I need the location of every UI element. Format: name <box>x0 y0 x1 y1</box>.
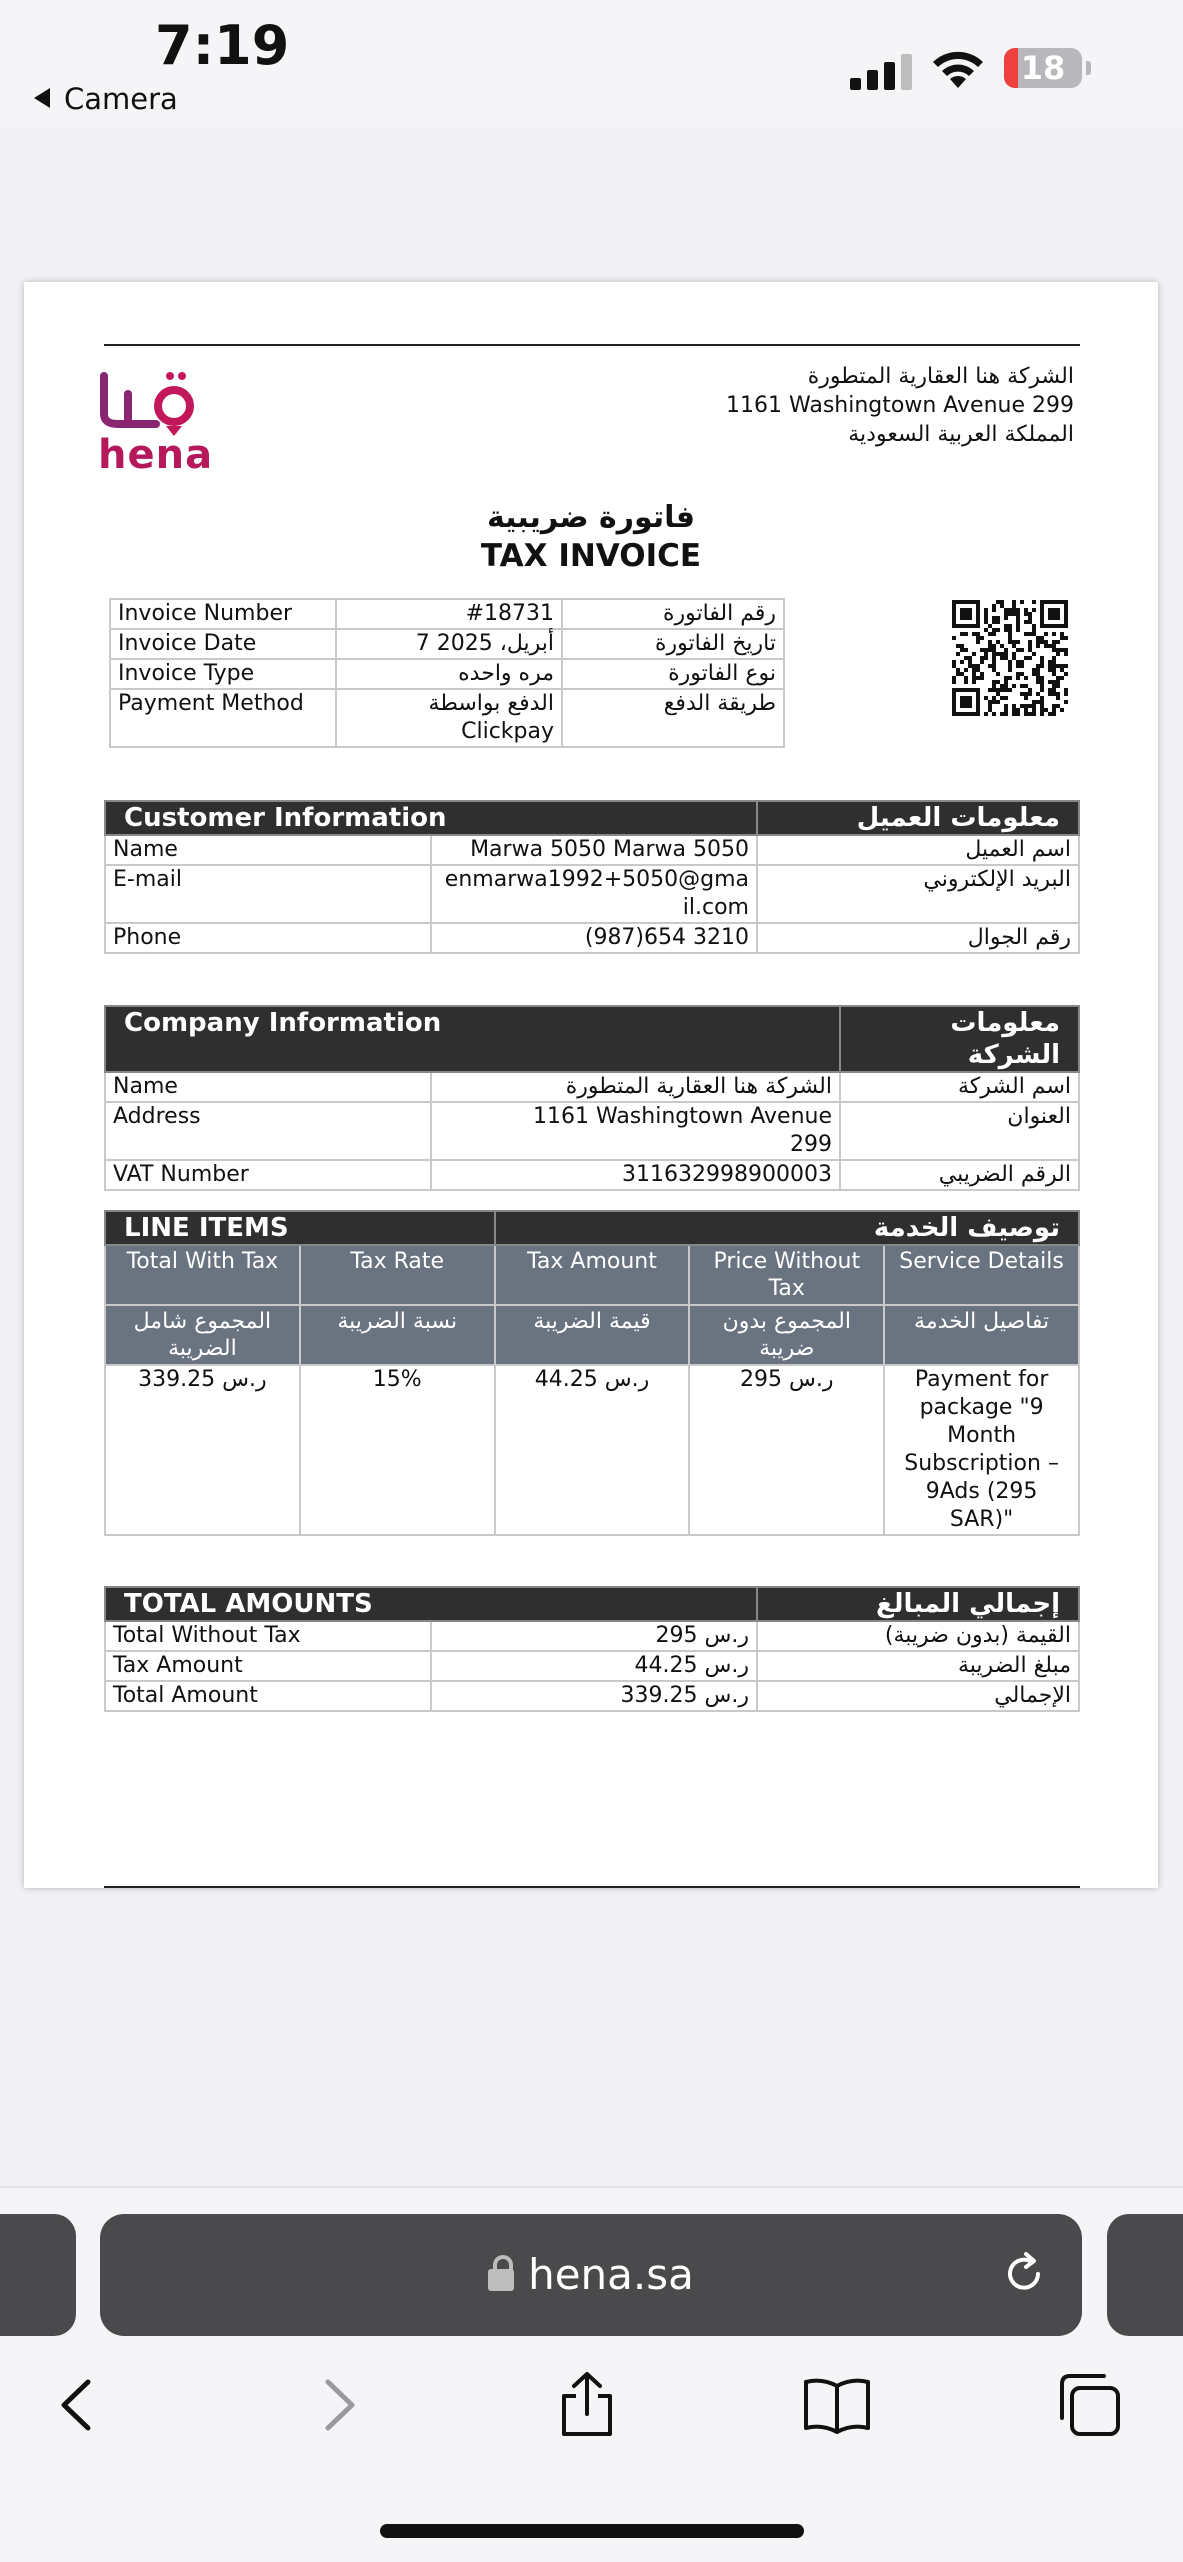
tabs-icon[interactable] <box>1054 2370 1124 2440</box>
row-value: 311632998900003 <box>431 1160 840 1190</box>
back-chevron-icon[interactable] <box>44 2370 114 2440</box>
meta-value: مره واحده <box>336 659 562 689</box>
column-header-ar: قيمة الضريبة <box>495 1305 690 1365</box>
meta-label: Invoice Type <box>110 659 336 689</box>
forward-chevron-icon[interactable] <box>302 2370 372 2440</box>
section-header-ar: معلومات العميل <box>757 801 1079 835</box>
tax-rate-cell: 15% <box>300 1365 495 1535</box>
column-header-ar: تفاصيل الخدمة <box>884 1305 1079 1365</box>
back-to-app-link[interactable] <box>34 82 178 116</box>
battery-icon <box>1004 48 1082 88</box>
meta-label: Invoice Date <box>110 629 336 659</box>
table-row <box>110 599 784 629</box>
column-header-ar: نسبة الضريبة <box>300 1305 495 1365</box>
row-label: Name <box>105 835 431 865</box>
table-row <box>105 1365 1079 1535</box>
row-value: (987)654 3210 <box>431 923 757 953</box>
row-label-ar: البريد الإلكتروني <box>757 865 1079 923</box>
pdf-page <box>24 282 1158 1888</box>
qr-code-icon <box>952 600 1068 716</box>
section-header-en: Company Information <box>105 1006 840 1072</box>
address-line: الشركة هنا العقارية المتطورة <box>807 364 1074 389</box>
table-row <box>105 1621 1079 1651</box>
section-header-en: LINE ITEMS <box>105 1211 495 1245</box>
meta-label: Payment Method <box>110 689 336 747</box>
row-value: 1161 Washingtown Avenue 299 <box>431 1102 840 1160</box>
row-label-ar: رقم الجوال <box>757 923 1079 953</box>
top-rule <box>104 344 1080 346</box>
row-label-ar: الرقم الضريبي <box>840 1160 1079 1190</box>
table-row <box>105 1681 1079 1711</box>
url-text: hena.sa <box>528 2250 694 2299</box>
home-indicator[interactable] <box>380 2524 804 2538</box>
row-value: Marwa 5050 Marwa 5050 <box>431 835 757 865</box>
column-headers-ar <box>105 1305 1079 1365</box>
previous-tab-preview[interactable] <box>0 2214 76 2336</box>
address-line: المملكة العربية السعودية <box>848 422 1074 447</box>
wifi-icon <box>928 46 988 90</box>
row-label: Total Without Tax <box>105 1621 431 1651</box>
line-items-table <box>104 1210 1080 1536</box>
meta-value: 7 أبريل، 2025 <box>336 629 562 659</box>
hena-arabic-logo-icon <box>96 366 206 436</box>
column-header: Total With Tax <box>105 1245 300 1305</box>
section-header-ar: توصيف الخدمة <box>495 1211 1079 1245</box>
meta-label-ar: نوع الفاتورة <box>562 659 784 689</box>
address-bar[interactable] <box>100 2214 1082 2336</box>
table-row <box>105 865 1079 923</box>
bottom-rule <box>104 1886 1080 1888</box>
column-header: Service Details <box>884 1245 1079 1305</box>
next-tab-preview[interactable] <box>1107 2214 1183 2336</box>
row-value: 44.25 ر.س <box>431 1651 757 1681</box>
column-header-ar: المجموع شامل الضريبة <box>105 1305 300 1365</box>
row-label-ar: اسم الشركة <box>840 1072 1079 1102</box>
row-label: Address <box>105 1102 431 1160</box>
total-with-tax-cell: 339.25 ر.س <box>105 1365 300 1535</box>
table-row <box>105 1072 1079 1102</box>
row-value: enmarwa1992+5050@gmail.com <box>431 865 757 923</box>
column-header-ar: المجموع بدون ضريبة <box>689 1305 884 1365</box>
status-bar <box>0 0 1183 128</box>
table-row <box>105 1160 1079 1190</box>
table-row <box>110 689 784 747</box>
meta-value: الدفع بواسطة Clickpay <box>336 689 562 747</box>
reload-icon[interactable] <box>1000 2250 1048 2298</box>
row-value: 339.25 ر.س <box>431 1681 757 1711</box>
section-header-en: Customer Information <box>105 801 757 835</box>
company-address <box>726 362 1074 449</box>
column-header: Price Without Tax <box>689 1245 884 1305</box>
service-details-cell: Payment for package "9 Month Subscription – 9Ads (295 SAR)" <box>884 1365 1079 1535</box>
row-label-ar: مبلغ الضريبة <box>757 1651 1079 1681</box>
table-header <box>105 1211 1079 1245</box>
row-value: 295 ر.س <box>431 1621 757 1651</box>
share-icon[interactable] <box>552 2370 622 2440</box>
meta-label-ar: رقم الفاتورة <box>562 599 784 629</box>
table-header <box>105 1006 1079 1072</box>
column-header: Tax Rate <box>300 1245 495 1305</box>
invoice-meta-table <box>109 598 785 748</box>
hena-logo <box>96 366 216 476</box>
totals-table <box>104 1586 1080 1712</box>
table-header <box>105 1587 1079 1621</box>
row-label: Phone <box>105 923 431 953</box>
table-header <box>105 801 1079 835</box>
row-label: Tax Amount <box>105 1651 431 1681</box>
url-display[interactable] <box>100 2250 1082 2299</box>
tax-amount-cell: 44.25 ر.س <box>495 1365 690 1535</box>
logo-text: hena <box>98 432 214 478</box>
invoice-title-arabic: فاتورة ضريبية <box>486 500 695 535</box>
status-time: 7:19 <box>155 14 290 77</box>
section-header-en: TOTAL AMOUNTS <box>105 1587 757 1621</box>
back-app-label: Camera <box>64 82 178 116</box>
row-value: الشركة هنا العقارية المتطورة <box>431 1072 840 1102</box>
lock-icon <box>488 2269 514 2291</box>
section-header-ar: معلومات الشركة <box>840 1006 1079 1072</box>
bookmarks-icon[interactable] <box>802 2370 872 2440</box>
row-label-ar: اسم العميل <box>757 835 1079 865</box>
cellular-signal-icon <box>850 52 914 90</box>
meta-value: #18731 <box>336 599 562 629</box>
meta-label-ar: تاريخ الفاتورة <box>562 629 784 659</box>
row-label: Total Amount <box>105 1681 431 1711</box>
table-row <box>105 835 1079 865</box>
column-header: Tax Amount <box>495 1245 690 1305</box>
row-label: E-mail <box>105 865 431 923</box>
table-row <box>110 629 784 659</box>
battery-tip <box>1086 61 1091 75</box>
row-label: VAT Number <box>105 1160 431 1190</box>
meta-label-ar: طريقة الدفع <box>562 689 784 747</box>
company-info-table <box>104 1005 1080 1191</box>
table-row <box>105 923 1079 953</box>
battery-level: 18 <box>1020 49 1066 87</box>
price-without-tax-cell: 295 ر.س <box>689 1365 884 1535</box>
row-label: Name <box>105 1072 431 1102</box>
invoice-title-english: TAX INVOICE <box>480 538 702 574</box>
address-line: 1161 Washingtown Avenue 299 <box>726 393 1074 418</box>
row-label-ar: القيمة (بدون ضريبة) <box>757 1621 1079 1651</box>
back-triangle-icon <box>34 88 50 108</box>
table-row <box>105 1102 1079 1160</box>
table-row <box>110 659 784 689</box>
row-label-ar: العنوان <box>840 1102 1079 1160</box>
meta-label: Invoice Number <box>110 599 336 629</box>
table-row <box>105 1651 1079 1681</box>
customer-info-table <box>104 800 1080 954</box>
row-label-ar: الإجمالي <box>757 1681 1079 1711</box>
column-headers-en <box>105 1245 1079 1305</box>
section-header-ar: إجمالي المبالغ <box>757 1587 1079 1621</box>
